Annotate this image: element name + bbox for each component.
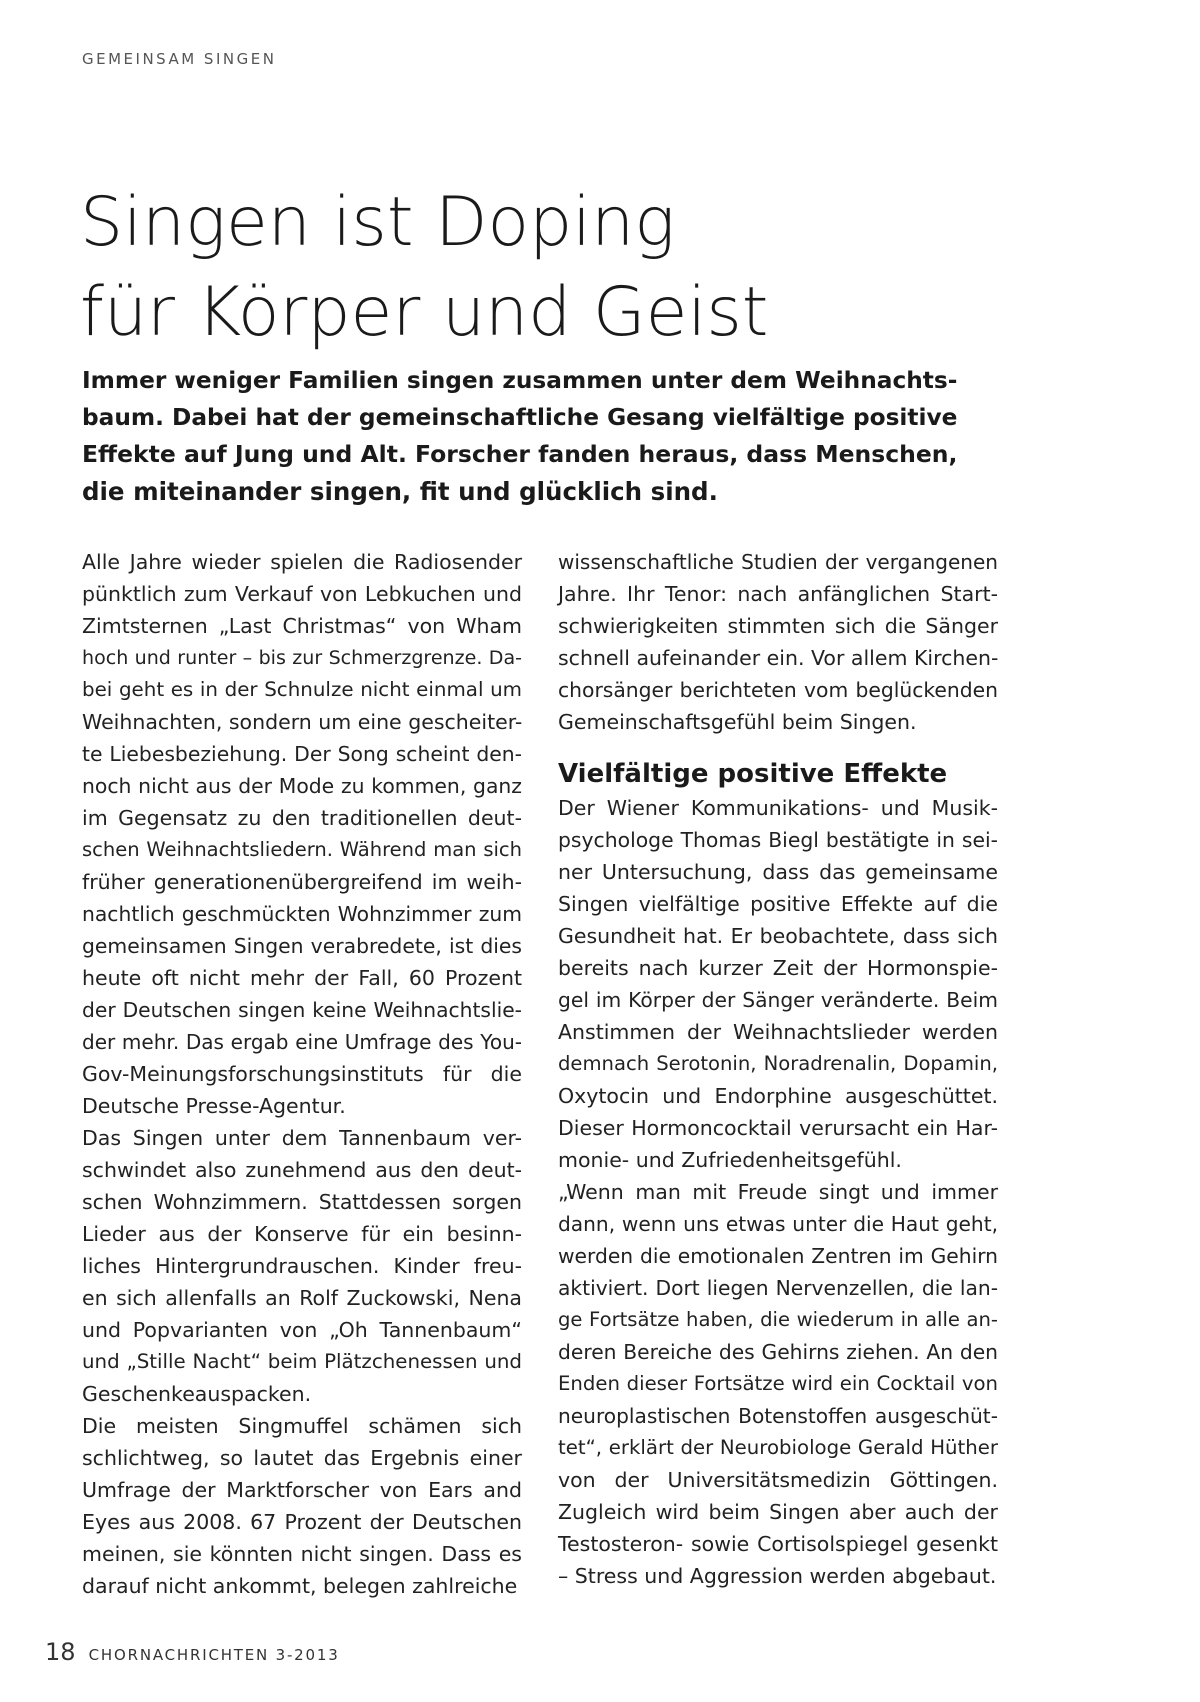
body-text-line: Eyes aus 2008. 67 Prozent der Deutschen <box>82 1510 522 1534</box>
body-text-line: Singen vielfältige positive Effekte auf die <box>558 892 998 916</box>
body-column-left <box>82 546 522 1602</box>
lead-line: Immer weniger Familien singen zusammen unter dem Weihnachts- <box>82 367 958 394</box>
magazine-issue: CHORNACHRICHTEN 3-2013 <box>88 1646 340 1664</box>
body-text-line: hoch und runter – bis zur Schmerzgrenze. Da- <box>82 647 522 669</box>
body-text-line: Oxytocin und Endorphine ausgeschüttet. <box>558 1084 998 1108</box>
body-text-line: tet“, erklärt der Neurobiologe Gerald Hüther <box>558 1436 998 1459</box>
body-text-line: dann, wenn uns etwas unter die Haut geht, <box>558 1212 998 1236</box>
body-text-line: Testosteron- sowie Cortisolspiegel gesenkt <box>558 1532 998 1556</box>
body-text-line: und Popvarianten von „Oh Tannenbaum“ <box>82 1318 522 1342</box>
body-text-line: schlichtweg, so lautet das Ergebnis einer <box>82 1446 522 1470</box>
body-text-line: werden die emotionalen Zentren im Gehirn <box>558 1244 998 1268</box>
lead-line: Effekte auf Jung und Alt. Forscher fanden heraus, dass Menschen, <box>82 440 958 468</box>
body-text-line: Weihnachten, sondern um eine gescheiter- <box>82 710 523 734</box>
body-text-line: Geschenkeauspacken. <box>82 1382 312 1406</box>
body-text-line: Die meisten Singmuffel schämen sich <box>82 1414 522 1438</box>
body-text-line: ge Fortsätze haben, die wiederum in alle an- <box>558 1308 998 1331</box>
body-text-line: gemeinsamen Singen verabredete, ist dies <box>82 934 522 958</box>
body-text-line: liches Hintergrundrauschen. Kinder freu- <box>82 1254 522 1278</box>
body-text-line: demnach Serotonin, Noradrenalin, Dopamin, <box>558 1052 998 1075</box>
body-text-line: wissenschaftliche Studien der vergangenen <box>558 550 998 574</box>
body-text-line: gel im Körper der Sänger veränderte. Beim <box>558 988 998 1012</box>
body-text-line: Lieder aus der Konserve für ein besinn- <box>82 1222 522 1246</box>
body-text-line: Gesundheit hat. Er beobachtete, dass sich <box>558 924 998 948</box>
body-text-line: Anstimmen der Weihnachtslieder werden <box>558 1020 998 1044</box>
body-text-line: Umfrage der Marktforscher von Ears and <box>82 1478 522 1502</box>
body-text-line: Zugleich wird beim Singen aber auch der <box>558 1500 998 1524</box>
body-text-line: meinen, sie könnten nicht singen. Dass es <box>82 1542 522 1566</box>
body-text-line: schen Wohnzimmern. Stattdessen sorgen <box>82 1190 522 1214</box>
body-text-line: und „Stille Nacht“ beim Plätzchenessen und <box>82 1350 522 1373</box>
body-text-line: Jahre. Ihr Tenor: nach anfänglichen Start- <box>558 582 998 606</box>
body-text-line: im Gegensatz zu den traditionellen deut- <box>82 806 522 830</box>
body-text-line: Deutsche Presse-Agentur. <box>82 1094 346 1118</box>
body-text-line: Alle Jahre wieder spielen die Radiosender <box>82 550 522 574</box>
body-text-line: monie- und Zufriedenheitsgefühl. <box>558 1148 902 1172</box>
body-text-line: von der Universitätsmedizin Göttingen. <box>558 1468 998 1492</box>
article-title-line: Singen ist Doping <box>80 183 676 262</box>
right-column-body <box>558 792 998 1592</box>
body-text-line: darauf nicht ankommt, belegen zahlreiche <box>82 1574 518 1598</box>
body-text-line: Zimtsternen „Last Christmas“ von Wham <box>82 614 522 638</box>
body-text-line: deren Bereiche des Gehirns ziehen. An den <box>558 1340 998 1364</box>
body-text-line: „Wenn man mit Freude singt und immer <box>558 1180 998 1204</box>
body-text-line: schwindet also zunehmend aus den deut- <box>82 1158 522 1182</box>
body-column-right <box>558 546 998 1592</box>
body-text-line: Das Singen unter dem Tannenbaum ver- <box>82 1126 522 1150</box>
body-text-line: bereits nach kurzer Zeit der Hormonspie- <box>558 956 998 980</box>
body-text-line: schnell aufeinander ein. Vor allem Kirchen- <box>558 646 999 670</box>
body-text-line: Gemeinschaftsgefühl beim Singen. <box>558 710 917 734</box>
body-text-line: pünktlich zum Verkauf von Lebkuchen und <box>82 582 522 606</box>
body-text-line: psychologe Thomas Biegl bestätigte in sei- <box>558 828 998 852</box>
body-text-line: aktiviert. Dort liegen Nervenzellen, die lan- <box>558 1276 998 1300</box>
body-text-line: der mehr. Das ergab eine Umfrage des You- <box>82 1030 522 1054</box>
body-text-line: früher generationenübergreifend im weih- <box>82 870 522 894</box>
lead-line: baum. Dabei hat der gemeinschaftliche Gesang vielfältige positive <box>82 404 958 431</box>
body-text-line: – Stress und Aggression werden abgebaut. <box>558 1564 997 1588</box>
body-text-line: ner Untersuchung, dass das gemeinsame <box>558 860 998 884</box>
body-text-line: Dieser Hormoncocktail verursacht ein Har- <box>558 1116 998 1140</box>
article-title <box>80 178 1080 358</box>
section-subheading: Vielfältige positive Effekte <box>558 759 948 789</box>
page-footer <box>45 1638 340 1666</box>
body-text-line: schen Weihnachtsliedern. Während man sich <box>82 838 522 861</box>
body-text-line: noch nicht aus der Mode zu kommen, ganz <box>82 774 522 798</box>
body-text-line: Der Wiener Kommunikations- und Musik- <box>558 796 998 820</box>
body-text-line: der Deutschen singen keine Weihnachtslie- <box>82 998 522 1022</box>
body-text-line: chorsänger berichteten vom beglückenden <box>558 678 998 702</box>
body-text-line: schwierigkeiten stimmten sich die Sänger <box>558 614 998 638</box>
section-label: GEMEINSAM SINGEN <box>82 50 277 68</box>
body-text-line: neuroplastischen Botenstoffen ausgeschüt- <box>558 1404 998 1428</box>
body-text-line: heute oft nicht mehr der Fall, 60 Prozent <box>82 966 522 990</box>
body-text-line: en sich allenfalls an Rolf Zuckowski, Nena <box>82 1286 522 1310</box>
article-title-line: für Körper und Geist <box>80 273 769 352</box>
body-text-line: bei geht es in der Schnulze nicht einmal um <box>82 678 522 701</box>
article-lead <box>82 362 962 510</box>
lead-line: die miteinander singen, fit und glücklich sind. <box>82 477 718 506</box>
page-number: 18 <box>45 1638 76 1666</box>
body-text-line: nachtlich geschmückten Wohnzimmer zum <box>82 902 522 926</box>
body-text-line: te Liebesbeziehung. Der Song scheint den- <box>82 742 522 766</box>
right-column-intro <box>558 546 998 738</box>
body-text-line: Enden dieser Fortsätze wird ein Cocktail von <box>558 1372 998 1395</box>
body-text-line: Gov-Meinungsforschungsinstituts für die <box>82 1062 522 1086</box>
